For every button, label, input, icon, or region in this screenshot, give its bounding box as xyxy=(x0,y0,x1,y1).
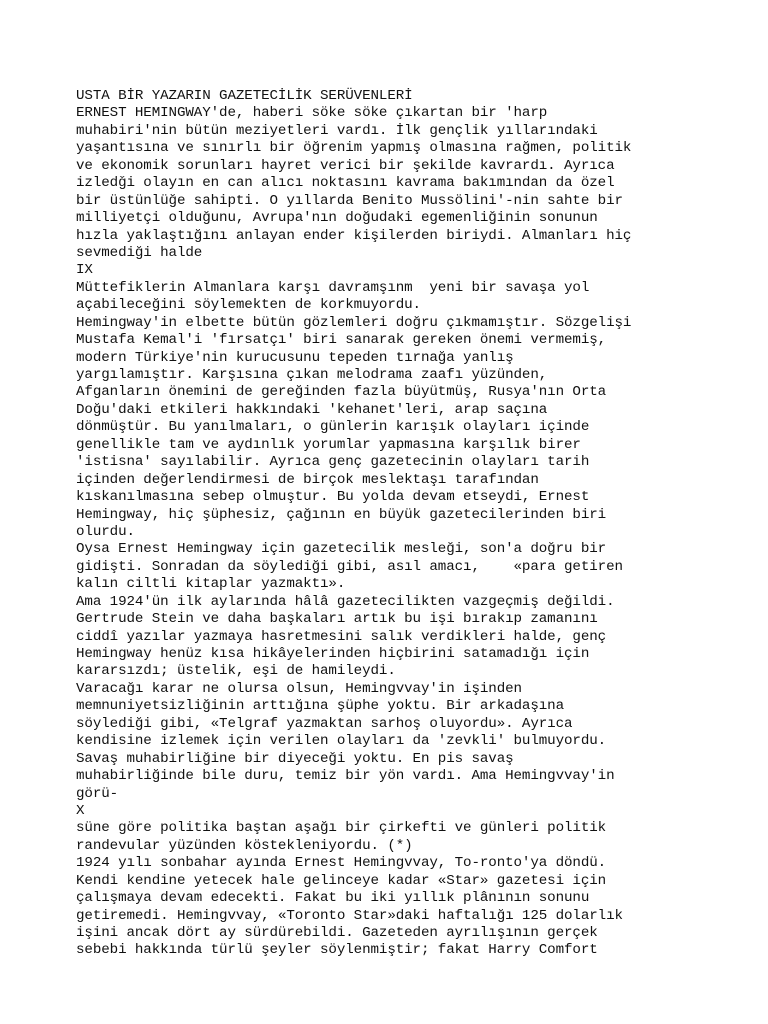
text-line: olurdu. xyxy=(76,523,135,540)
text-line: kıskanılmasına sebep olmuştur. Bu yolda devam etseydi, Ernest xyxy=(76,489,590,506)
text-line: muhabiri'nin bütün meziyetleri vardı. İlk gençlik yıllarındaki xyxy=(76,122,598,139)
page-marker: IX xyxy=(76,262,93,279)
document-page xyxy=(76,88,736,960)
text-line: çalışmaya devam edecekti. Fakat bu iki yıllık plânının sonunu xyxy=(76,890,590,907)
text-line: ciddî yazılar yazmaya hasretmesini salık verdikleri halde, genç xyxy=(76,628,607,645)
text-line: getiremedi. Hemingvvay, «Toronto Star»daki haftalığı 125 dolarlık xyxy=(76,907,623,924)
text-line: ERNEST HEMINGWAY'de, haberi söke söke çıkartan bir 'harp xyxy=(76,105,548,122)
text-line: kalın ciltli kitaplar yazmaktı». xyxy=(76,576,346,593)
text-line: bir üstünlüğe sahipti. O yıllarda Benito Mussölini'-nin sahte bir xyxy=(76,192,623,209)
page-marker: X xyxy=(76,802,85,819)
text-line: dönmüştür. Bu yanılmaları, o günlerin karışık olayları içinde xyxy=(76,419,590,436)
text-line: görü- xyxy=(76,785,119,802)
text-line: söylediği gibi, «Telgraf yazmaktan sarhoş oluyordu». Ayrıca xyxy=(76,715,573,732)
text-line: Varacağı karar ne olursa olsun, Hemingvvay'in işinden xyxy=(76,680,522,697)
text-line: genellikle tam ve aydınlık yorumlar yapmasına karşılık birer xyxy=(76,436,581,453)
text-line: modern Türkiye'nin kurucusunu tepeden tırnağa yanlış xyxy=(76,349,514,366)
text-line: ve ekonomik sorunları hayret verici bir şekilde kavrardı. Ayrıca xyxy=(76,157,615,174)
text-line: izledǧi olayın en can alıcı noktasını kavrama bakımından da özel xyxy=(76,175,615,192)
text-line: memnuniyetsizliğinin arttığına şüphe yoktu. Bir arkadaşına xyxy=(76,698,565,715)
text-line: sevmediği halde xyxy=(76,244,203,261)
text-line: yaşantısına ve sınırlı bir öğrenim yapmış olmasına rağmen, politik xyxy=(76,140,632,157)
text-line: Hemingway henüz kısa hikâyelerinden hiçbirini satamadığı için xyxy=(76,646,590,662)
text-line: açabileceğini söylemekten de korkmuyordu. xyxy=(76,297,421,314)
text-line: Hemingway'in elbette bütün gözlemleri doğru çıkmamıştır. Sözgelişi xyxy=(76,314,632,331)
text-line: Gertrude Stein ve daha başkaları artık bu işi bırakıp zamanını xyxy=(76,611,598,628)
text-line: gidişti. Sonradan da söylediği gibi, asıl amacı, «para getiren xyxy=(76,558,623,575)
text-line: Savaş muhabirliğine bir diyeceği yoktu. En pis savaş xyxy=(76,750,514,767)
text-line: kararsızdı; üstelik, eşi de hamileydi. xyxy=(76,663,396,680)
text-line: işini ancak dört ay sürdürebildi. Gazeteden ayrılışının gerçek xyxy=(76,925,598,941)
text-line: kendisine izlemek için verilen olayları da 'zevkli' bulmuyordu. xyxy=(76,733,607,750)
text-line: içinden değerlendirmesi de birçok meslektaşı tarafından xyxy=(76,471,539,488)
text-line: Kendi kendine yetecek hale gelinceye kadar «Star» gazetesi için xyxy=(76,872,607,889)
text-line: hızla yaklaştığını anlayan ender kişilerden biriydi. Almanları hiç xyxy=(76,227,632,244)
text-line: Müttefiklerin Almanlara karşı davramşınm yeni bir savaşa yol xyxy=(76,279,590,296)
document-title: USTA BİR YAZARIN GAZETECİLİK SERÜVENLERİ xyxy=(76,88,413,104)
text-line: 1924 yılı sonbahar ayında Ernest Hemingvvay, To-ronto'ya döndü. xyxy=(76,855,607,872)
text-line: süne göre politika baştan aşağı bir çirkefti ve günleri politik xyxy=(76,820,607,837)
text-line: yargılamıştır. Karşısına çıkan melodrama zaafı yüzünden, xyxy=(76,367,548,383)
text-line: randevular yüzünden köstekleniyordu. (*) xyxy=(76,837,413,854)
text-line: sebebi hakkında türlü şeyler söylenmiştir; fakat Harry Comfort xyxy=(76,942,598,959)
text-line: Mustafa Kemal'i 'fırsatçı' biri sanarak gereken önemi vermemiş, xyxy=(76,332,607,349)
text-line: Doğu'daki etkileri hakkındaki 'kehanet'leri, arap saçına xyxy=(76,401,548,418)
text-line: Ama 1924'ün ilk aylarında hâlâ gazetecilikten vazgeçmiş değildi. xyxy=(76,593,615,610)
text-line: muhabirliğinde bile duru, temiz bir yön vardı. Ama Hemingvvay'in xyxy=(76,768,615,785)
text-line: 'istisna' sayılabilir. Ayrıca genç gazetecinin olayları tarih xyxy=(76,454,590,471)
text-line: Oysa Ernest Hemingway için gazetecilik mesleği, son'a doğru bir xyxy=(76,541,607,558)
text-line: milliyetçi olduğunu, Avrupa'nın doğudaki egemenliğinin sonunun xyxy=(76,210,598,227)
text-line: Afganların önemini de gereğinden fazla büyütmüş, Rusya'nın Orta xyxy=(76,384,607,401)
text-line: Hemingway, hiç şüphesiz, çağının en büyük gazetecilerinden biri xyxy=(76,506,607,523)
